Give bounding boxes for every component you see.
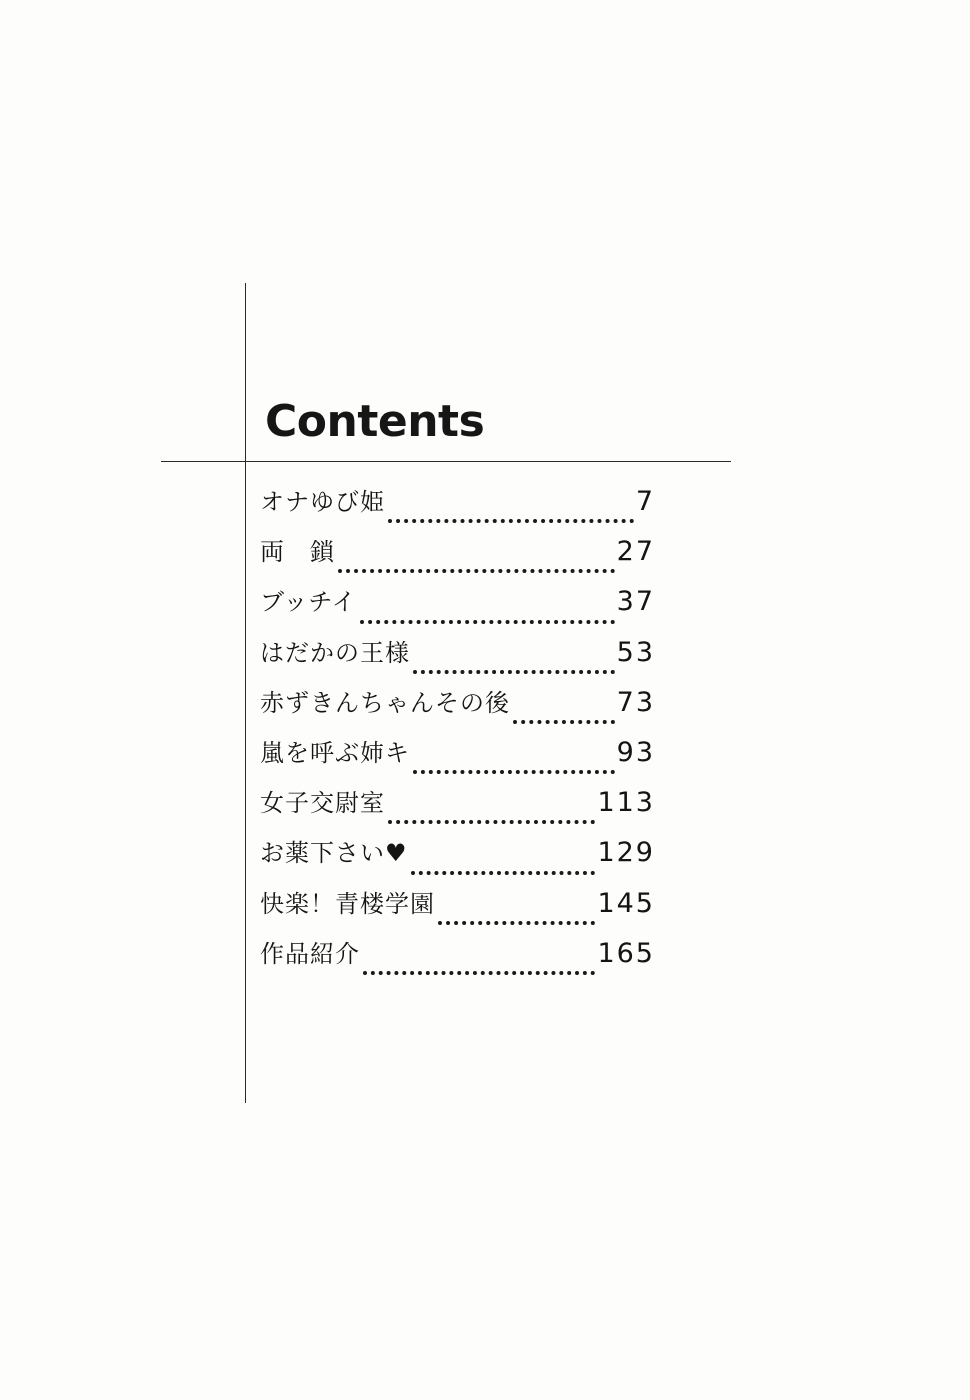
toc-entry-page: 27 <box>616 536 655 568</box>
toc-entry[interactable] <box>260 633 655 683</box>
toc-entry-page: 53 <box>616 636 655 668</box>
toc-entry-title: 作品紹介 <box>260 939 360 968</box>
toc-entry[interactable] <box>260 683 655 733</box>
dot-leader <box>388 820 595 824</box>
toc-entry-title: はだかの王様 <box>260 638 410 667</box>
toc-entry[interactable] <box>260 482 655 532</box>
dot-leader <box>360 620 615 624</box>
dot-leader <box>413 670 615 674</box>
toc-entry-title: オナゆび姫 <box>260 488 385 516</box>
toc-entry-title: 赤ずきんちゃんその後 <box>260 688 510 717</box>
toc-entry-title: ブッチイ <box>260 588 357 617</box>
horizontal-rule <box>161 461 731 462</box>
dot-leader <box>338 569 615 573</box>
toc-entry[interactable] <box>260 532 655 582</box>
toc-entry[interactable] <box>260 733 655 783</box>
dot-leader <box>363 971 595 975</box>
toc-entry-page: 73 <box>616 686 655 718</box>
toc-entry-page: 37 <box>616 586 655 618</box>
toc-entry-title: 女子交尉室 <box>260 789 385 818</box>
toc-entry-title: 嵐を呼ぶ姉キ <box>260 738 410 767</box>
dot-leader <box>388 519 634 523</box>
table-of-contents <box>260 482 655 984</box>
toc-entry-page: 93 <box>616 736 655 768</box>
dot-leader <box>413 770 615 774</box>
dot-leader <box>513 720 615 724</box>
toc-entry-page: 113 <box>597 787 655 819</box>
toc-entry[interactable] <box>260 582 655 632</box>
dot-leader <box>411 871 596 875</box>
toc-entry-title: 快楽！青楼学園 <box>260 889 435 918</box>
toc-entry-title: 両 鎖 <box>260 538 335 567</box>
toc-entry-page: 165 <box>597 937 655 969</box>
toc-entry-page: 7 <box>635 486 655 517</box>
toc-entry[interactable] <box>260 783 655 833</box>
toc-entry-title: お薬下さい♥ <box>260 839 408 868</box>
toc-entry-page: 145 <box>597 887 655 919</box>
page-title: Contents <box>265 396 485 447</box>
toc-entry[interactable] <box>260 934 655 984</box>
dot-leader <box>438 921 595 925</box>
toc-entry-page: 129 <box>597 837 655 869</box>
toc-entry[interactable] <box>260 884 655 934</box>
vertical-rule <box>245 283 246 1103</box>
toc-entry[interactable] <box>260 833 655 883</box>
